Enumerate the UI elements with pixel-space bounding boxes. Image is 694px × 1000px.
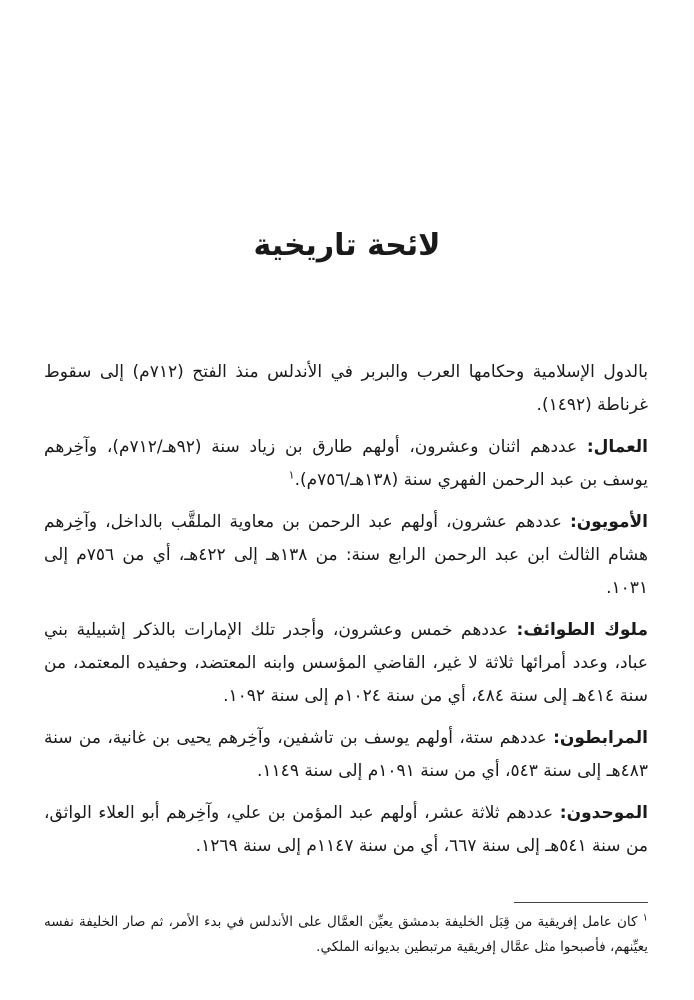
entry-paragraph-umal [44,431,648,497]
body-text [44,356,648,872]
entry-text: عددهم اثنان وعشرون، أولهم طارق بن زياد سنة (٩٢هـ/٧١٢م)، وآخِرهم يوسف بن عبد الرحمن الفهري سنة (١٣٨هـ/٧٥٦م). [44,437,648,490]
entry-paragraph-almoravids [44,722,648,788]
footnote-mark: ١ [642,912,648,924]
entry-paragraph-taifa [44,614,648,713]
entry-text: عددهم ستة، أولهم يوسف بن تاشفين، وآخِرهم يحيى بن غانية، من سنة ٤٨٣هـ إلى سنة ٥٤٣، أي من سنة ١٠٩١م إلى سنة ١١٤٩. [44,728,648,781]
entry-paragraph-almohads [44,797,648,863]
page-title: لائحة تاريخية [253,228,441,263]
entry-term: الأمويون: [569,512,648,532]
intro-paragraph: بالدول الإسلامية وحكامها العرب والبربر في الأندلس منذ الفتح (٧١٢م) إلى سقوط غرناطة (١٤٩٢). [44,362,648,415]
entry-term: الموحدون: [559,803,648,823]
footnote-text: كان عامل إفريقية من قِبَل الخليفة بدمشق يعيِّن العمَّال على الأندلس في بدء الأمر، ثم صار الخليفة نفسه يعيِّنهم، فأصبحوا مثل عمَّال إفريقية مرتبطين بديوانه الملكي. [44,914,648,955]
entry-text: عددهم ثلاثة عشر، أولهم عبد المؤمن بن علي، وآخِرهم أبو العلاء الواثق، من سنة ٥٤١هـ إلى سنة ٦٦٧، أي من سنة ١١٤٧م إلى سنة ١٢٦٩. [44,803,648,856]
entry-paragraph-umayyads [44,506,648,605]
entry-term: ملوك الطوائف: [516,620,648,640]
footnote [44,910,648,960]
entry-term: المرابطون: [553,728,648,748]
entry-text: عددهم عشرون، أولهم عبد الرحمن بن معاوية الملقَّب بالداخل، وآخِرهم هشام الثالث ابن عبد الرحمن الرابع سنة: من ١٣٨هـ إلى ٤٢٢هـ، أي من ٧٥٦م إلى ١٠٣١. [44,512,648,598]
entry-text: عددهم خمس وعشرون، وأجدر تلك الإمارات بالذكر إشبيلية بني عباد، وعدد أمرائها ثلاثة لا غير، القاضي المؤسس وابنه المعتضد، وحفيده المعتمد، من سنة ٤١٤هـ إلى سنة ٤٨٤، أي من سنة ١٠٢٤م إلى سنة ١٠٩٢. [44,620,648,706]
footnote-divider [514,902,648,903]
entry-term: العمال: [586,437,648,457]
footnote-reference[interactable]: ١ [288,468,295,482]
